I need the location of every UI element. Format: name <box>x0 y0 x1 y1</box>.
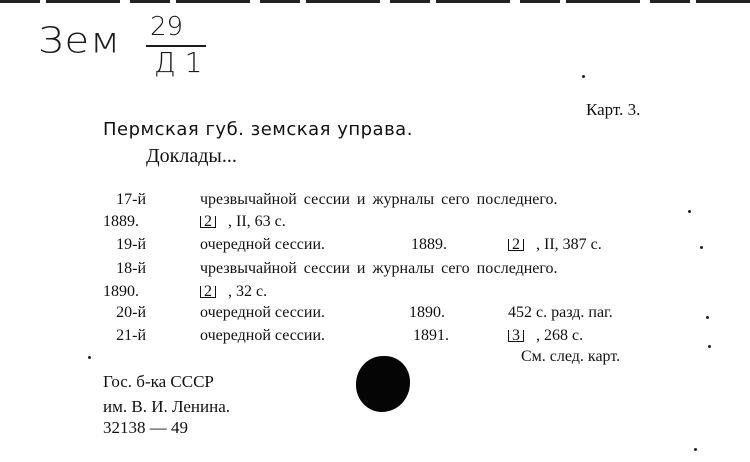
library-inventory-number: 32138 — 49 <box>103 418 188 437</box>
entry-number: 21-й <box>116 327 146 344</box>
entry-details: , 268 с. <box>536 327 584 344</box>
handwritten-denominator: Д 1 <box>154 46 203 79</box>
entry-year: 1889. <box>411 236 447 253</box>
library-line-1: Гос. б-ка СССР <box>103 372 214 391</box>
entry-number: 19-й <box>116 236 146 253</box>
entry-volume <box>508 234 524 254</box>
card-subheading: Доклады... <box>146 145 237 167</box>
card-number: Карт. 3. <box>586 100 641 119</box>
volume-bracket: 3 <box>508 330 524 342</box>
see-next-card: См. след. карт. <box>521 348 621 365</box>
entry-text: чрезвычайной сессии и журналы сего последнего. <box>200 191 558 208</box>
speck <box>688 210 691 213</box>
speck <box>88 356 91 359</box>
punch-hole <box>356 356 410 412</box>
entry-text: чрезвычайной сессии и журналы сего последнего. <box>200 260 558 277</box>
entry-details: , II, 387 с. <box>536 236 602 253</box>
entry-details: 452 с. разд. паг. <box>508 304 613 321</box>
entry-number: 17-й <box>116 191 146 208</box>
entry-year: 1891. <box>413 327 449 344</box>
volume-bracket: 2 <box>200 286 216 298</box>
entry-year: 1889. <box>103 213 139 230</box>
entry-text: очередной сессии. <box>200 304 326 321</box>
entry-volume <box>200 281 216 301</box>
card-top-edge <box>0 0 750 3</box>
handwritten-numerator: 29 <box>150 12 184 42</box>
entry-text: очередной сессии. <box>200 327 326 344</box>
entry-number: 20-й <box>116 304 146 321</box>
speck <box>700 246 703 249</box>
entry-volume <box>200 211 216 231</box>
speck <box>582 75 585 78</box>
entry-text: очередной сессии. <box>200 236 326 253</box>
handwritten-code: Зем <box>38 20 122 62</box>
entry-details: , II, 63 с. <box>228 213 286 230</box>
card-heading: Пермская губ. земская управа. <box>103 119 413 140</box>
entry-details: , 32 с. <box>228 283 268 300</box>
entry-number: 18-й <box>116 260 146 277</box>
entry-year: 1890. <box>409 304 445 321</box>
volume-bracket: 2 <box>200 216 216 228</box>
entry-volume <box>508 325 524 345</box>
speck <box>694 448 697 451</box>
library-line-2: им. В. И. Ленина. <box>103 397 231 416</box>
entry-year: 1890. <box>103 283 139 300</box>
speck <box>708 345 711 348</box>
volume-bracket: 2 <box>508 239 524 251</box>
speck <box>706 316 709 319</box>
